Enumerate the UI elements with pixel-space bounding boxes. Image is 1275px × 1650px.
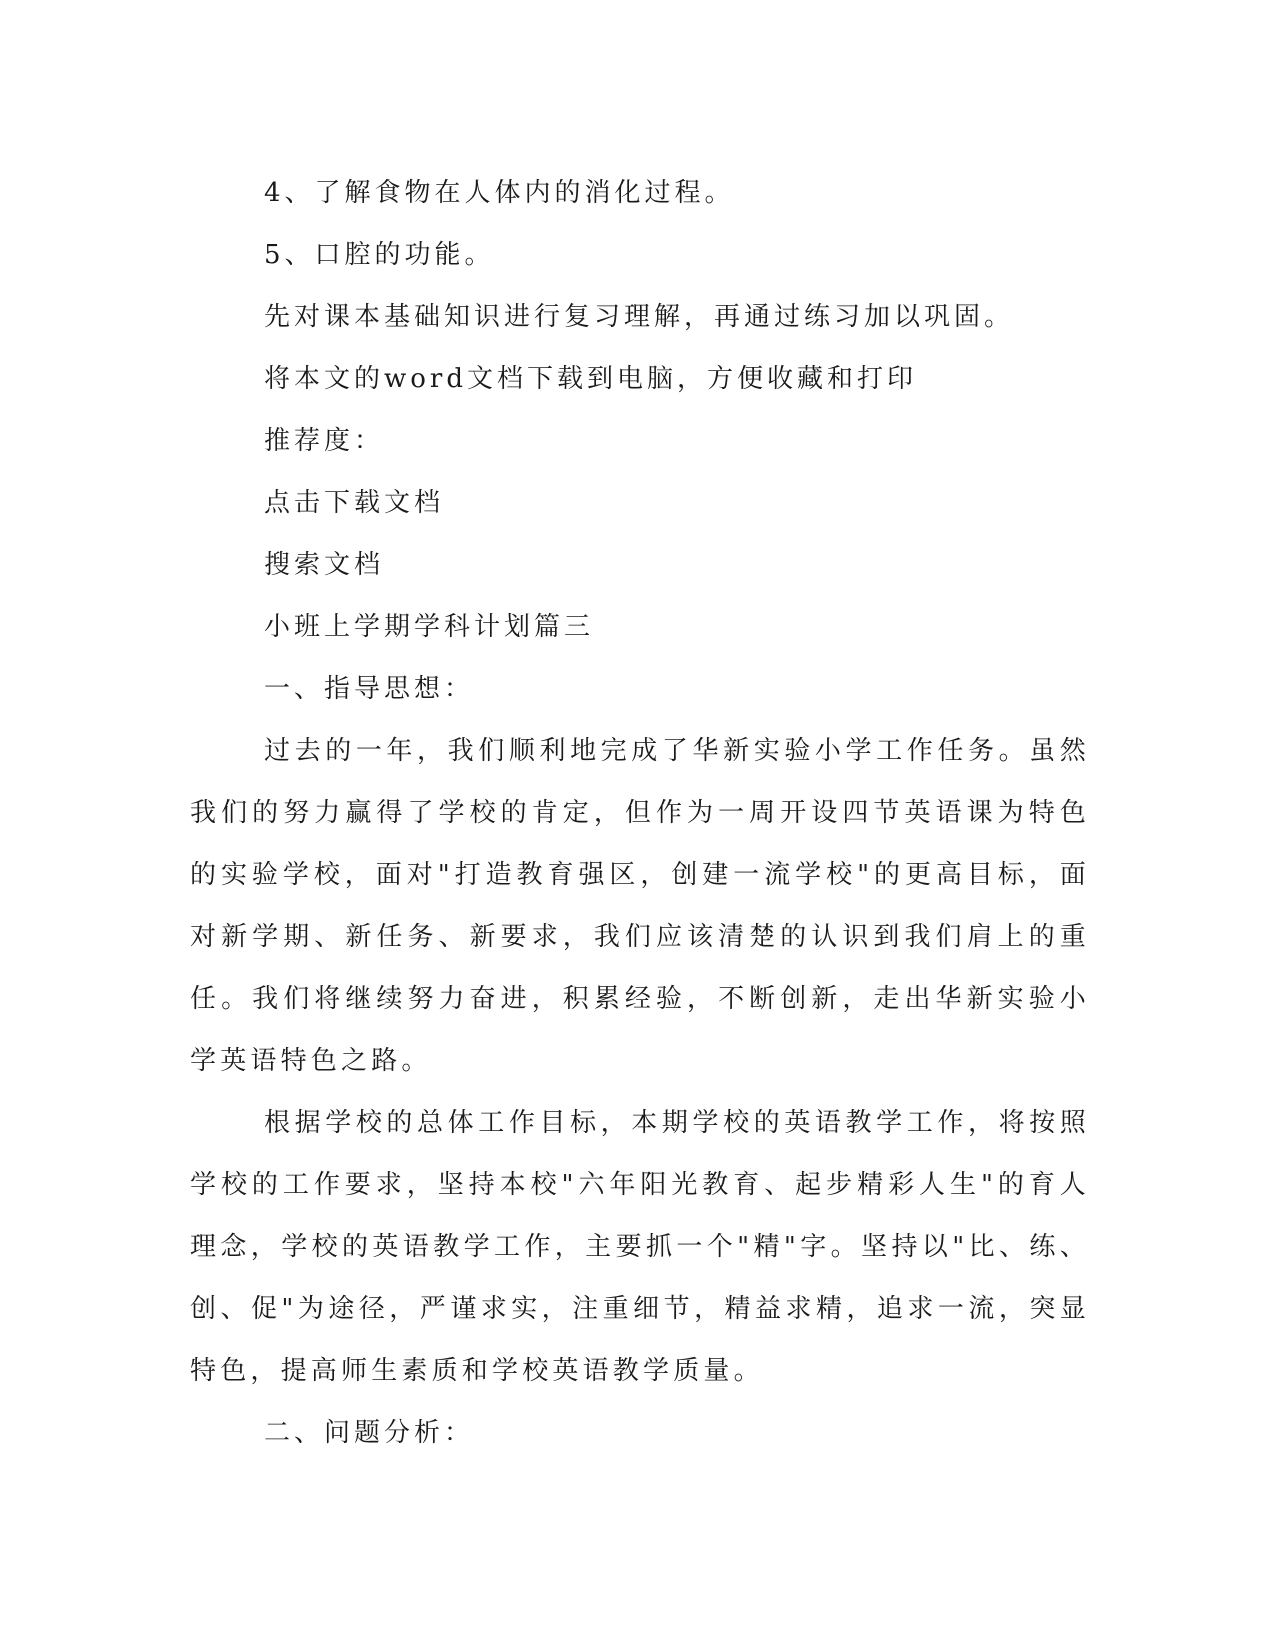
heading-problem-analysis: 二、问题分析：: [264, 1418, 475, 1448]
paragraph-goals: 根据学校的总体工作目标，本期学校的英语教学工作，将按照学校的工作要求，坚持本校"六年阳光教育、起步精彩人生"的育人理念，学校的英语教学工作，主要抓一个"精"字。坚持以"比、练、创、促"为途径，严谨求实，注重细节，精益求精，追求一流，突显特色，提高师生素质和学校英语教学质量。: [190, 1108, 1090, 1386]
document-body: [190, 162, 1090, 1464]
list-item-5: 5、口腔的功能。: [264, 240, 495, 270]
search-link[interactable]: 搜索文档: [264, 550, 385, 580]
paragraph-review: 过去的一年，我们顺利地完成了华新实验小学工作任务。虽然我们的努力赢得了学校的肯定，但作为一周开设四节英语课为特色的实验学校，面对"打造教育强区，创建一流学校"的更高目标，面对新学期、新任务、新要求，我们应该清楚的认识到我们肩上的重任。我们将继续努力奋进，积累经验，不断创新，走出华新实验小学英语特色之路。: [190, 736, 1090, 1076]
review-note: 先对课本基础知识进行复习理解，再通过练习加以巩固。: [264, 302, 1015, 332]
recommend-label: 推荐度：: [264, 426, 385, 456]
section-title: 小班上学期学科计划篇三: [264, 612, 595, 642]
heading-guiding-ideology: 一、指导思想：: [264, 674, 475, 704]
download-link[interactable]: 点击下载文档: [264, 488, 445, 518]
list-item-4: 4、了解食物在人体内的消化过程。: [264, 178, 735, 208]
download-note: 将本文的word文档下载到电脑，方便收藏和打印: [264, 364, 917, 394]
